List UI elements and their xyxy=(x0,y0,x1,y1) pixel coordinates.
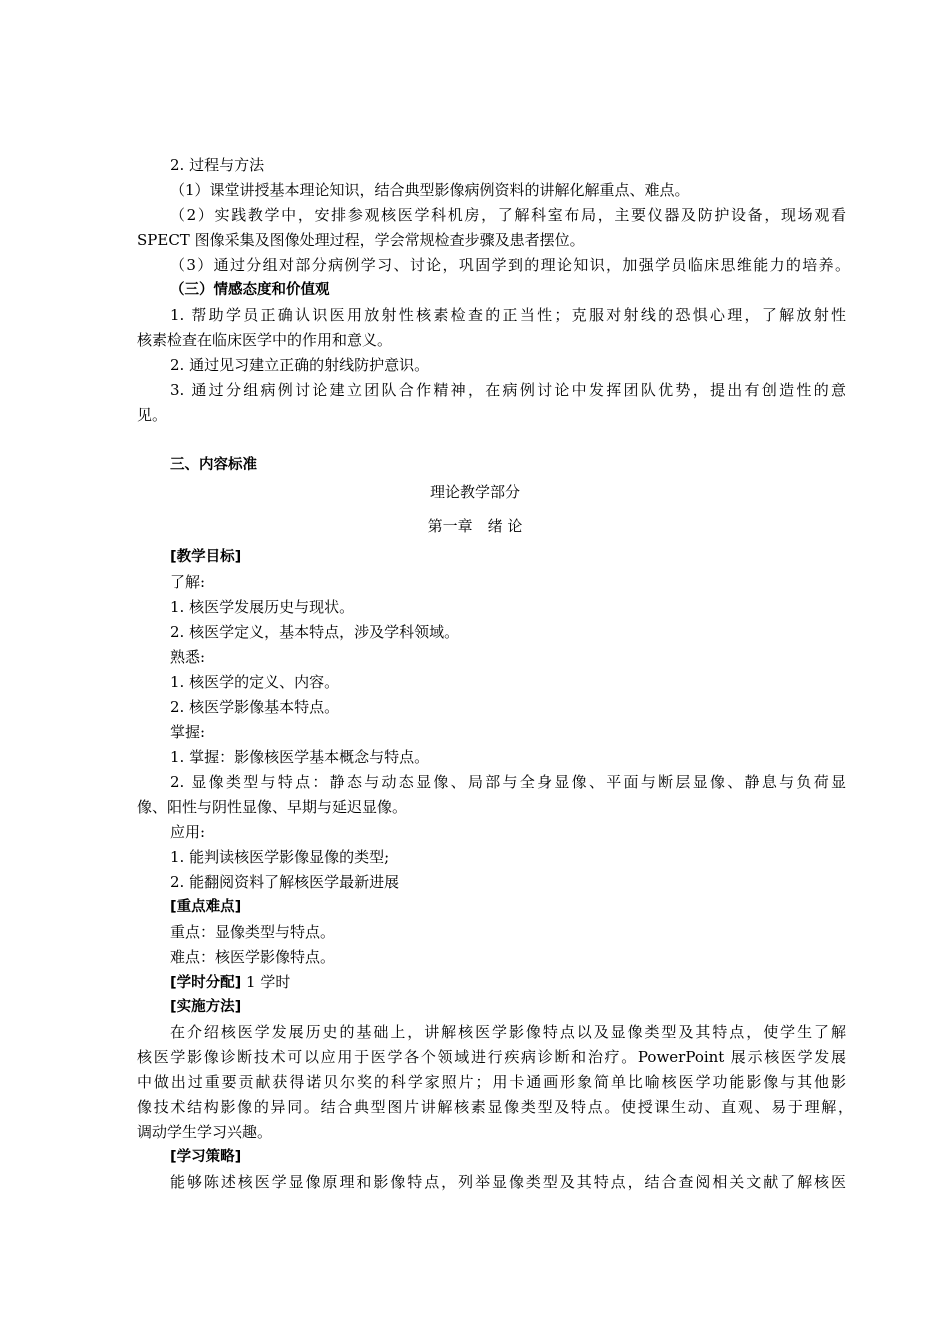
understand-item-2: 2. 核医学定义，基本特点，涉及学科领域。 xyxy=(170,623,460,641)
apply-label: 应用: xyxy=(170,823,206,841)
attitude-item-1-line-1: 1. 帮助学员正确认识医用放射性核素检查的正当性；克服对射线的恐惧心理，了解放射性 xyxy=(170,306,846,324)
method-line-5: 调动学生学习兴趣。 xyxy=(137,1123,273,1141)
part-title: 理论教学部分 xyxy=(429,483,520,501)
attitude-item-3-line-2: 见。 xyxy=(137,406,168,424)
process-item-2-line-1: （2）实践教学中，安排参观核医学科机房，了解科室布局，主要仪器及防护设备，现场观看 xyxy=(170,206,846,224)
key-point: 重点：显像类型与特点。 xyxy=(170,923,336,941)
understand-label: 了解: xyxy=(170,573,206,591)
section-heading-content-standard: 三、内容标准 xyxy=(170,457,257,473)
attitude-item-1-line-2: 核素检查在临床医学中的作用和意义。 xyxy=(137,331,393,349)
strategy-line-1: 能够陈述核医学显像原理和影像特点，列举显像类型及其特点，结合查阅相关文献了解核医 xyxy=(170,1173,846,1191)
master-label: 掌握: xyxy=(170,723,206,741)
hours-label: [学时分配] xyxy=(170,975,242,991)
master-item-1: 1. 掌握：影像核医学基本概念与特点。 xyxy=(170,748,430,766)
master-item-2-line-1: 2. 显像类型与特点：静态与动态显像、局部与全身显像、平面与断层显像、静息与负荷显 xyxy=(170,773,846,791)
apply-item-1: 1. 能判读核医学影像显像的类型; xyxy=(170,848,390,866)
master-item-2-line-2: 像、阳性与阴性显像、早期与延迟显像。 xyxy=(137,798,408,816)
process-item-2-line-2: SPECT 图像采集及图像处理过程，学会常规检查步骤及患者摆位。 xyxy=(137,231,585,249)
hours-value: 1 学时 xyxy=(246,973,291,991)
method-line-2: 核医学影像诊断技术可以应用于医学各个领域进行疾病诊断和治疗。PowerPoint 展示核医学发展 xyxy=(137,1048,846,1066)
familiar-item-2: 2. 核医学影像基本特点。 xyxy=(170,698,340,716)
method-line-4: 像技术结构影像的异同。结合典型图片讲解核素显像类型及特点。使授课生动、直观、易于理解， xyxy=(137,1098,853,1116)
familiar-item-1: 1. 核医学的定义、内容。 xyxy=(170,673,340,691)
apply-item-2: 2. 能翻阅资料了解核医学最新进展 xyxy=(170,873,400,891)
strategy-label: [学习策略] xyxy=(170,1149,242,1165)
understand-item-1: 1. 核医学发展历史与现状。 xyxy=(170,598,355,616)
method-line-1: 在介绍核医学发展历史的基础上，讲解核医学影像特点以及显像类型及其特点，使学生了解 xyxy=(170,1023,846,1041)
chapter-title: 第一章 绪 论 xyxy=(427,517,523,535)
process-item-1: （1）课堂讲授基本理论知识，结合典型影像病例资料的讲解化解重点、难点。 xyxy=(170,181,690,199)
method-line-3: 中做出过重要贡献获得诺贝尔奖的科学家照片；用卡通画形象简单比喻核医学功能影像与其他影 xyxy=(137,1073,846,1091)
process-item-3: （3）通过分组对部分病例学习、讨论，巩固学到的理论知识，加强学员临床思维能力的培养。 xyxy=(170,256,850,274)
method-label: [实施方法] xyxy=(170,999,242,1015)
attitude-item-2: 2. 通过见习建立正确的射线防护意识。 xyxy=(170,356,430,374)
process-heading: 2. 过程与方法 xyxy=(170,156,265,174)
objectives-label: [教学目标] xyxy=(170,549,242,565)
key-points-label: [重点难点] xyxy=(170,899,242,915)
familiar-label: 熟悉: xyxy=(170,648,206,666)
attitude-item-3-line-1: 3. 通过分组病例讨论建立团队合作精神，在病例讨论中发挥团队优势，提出有创造性的意 xyxy=(170,381,846,399)
attitude-heading: （三）情感态度和价值观 xyxy=(170,282,330,298)
difficult-point: 难点：核医学影像特点。 xyxy=(170,948,336,966)
hours-line xyxy=(170,970,290,994)
